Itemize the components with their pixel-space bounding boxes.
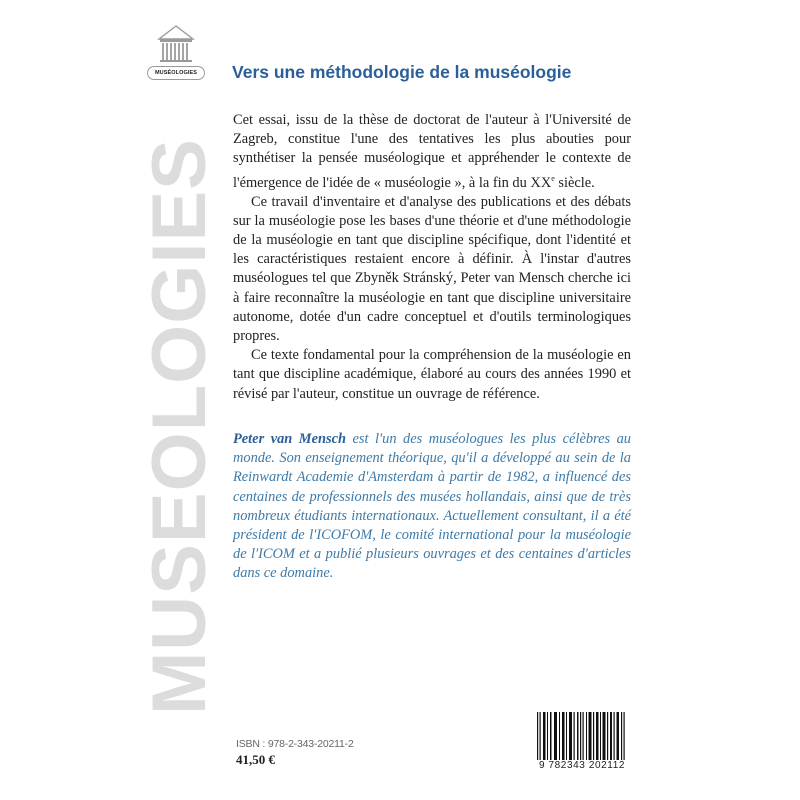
superscript: e <box>551 173 555 183</box>
price: 41,50 € <box>236 752 275 767</box>
isbn: ISBN : 978-2-343-20211-2 <box>236 738 354 750</box>
author-bio <box>233 430 631 584</box>
summary-paragraph-text: Cet essai, issu de la thèse de doctorat de l'auteur à l'Université de Zagreb, constitue l'une des tentatives les plus abouties pour synthétiser la pensée muséologique et appréhender le contexte de l'émergence de l'idée de « muséologie », à la fin du XX <box>233 112 631 191</box>
barcode-icon <box>535 712 629 764</box>
summary-text <box>233 111 631 404</box>
book-title: Vers une méthodologie de la muséologie <box>232 62 572 82</box>
summary-paragraph <box>233 111 631 193</box>
spine-series-text: MUSEOLOGIES <box>137 138 222 715</box>
summary-paragraph: Ce texte fondamental pour la compréhension de la muséologie en tant que discipline académique, élaboré au cours des années 1990 et révisé par l'auteur, constitue un ouvrage de référence. <box>233 347 631 402</box>
author-bio-text: est l'un des muséologues les plus célèbres au monde. Son enseignement théorique, qu'il a développé au sein de la Reinwardt Academie d'Amsterdam à partir de 1982, a influencé des centaines de professionnels des musées hollandais, ainsi que de très nombreux étudiants internationaux. Actuellement consultant, il a été président de l'ICOFOM, le comité international pour la muséologie de l'ICOM et a publié plusieurs ouvrages et des centaines d'articles dans ce domaine. <box>233 431 631 582</box>
barcode-number: 9 782343 202112 <box>535 760 629 771</box>
series-logo <box>147 22 205 84</box>
summary-paragraph: Ce travail d'inventaire et d'analyse des publications et des débats sur la muséologie pose les bases d'une théorie et d'une méthodologie de la muséologie en tant que discipline spécifique, dont l'identité et les caractéristiques restaient encore à définir. À l'instar d'autres muséologues tel que Zbyněk Stránský, Peter van Mensch cherche ici à faire reconnaître la muséologie en tant que discipline universitaire autonome, dotée d'un cadre conceptuel et d'outils terminologiques propres. <box>233 193 631 345</box>
barcode <box>535 712 629 772</box>
museum-building-icon <box>147 22 205 66</box>
series-label: MUSÉOLOGIES <box>147 66 205 80</box>
summary-paragraph-end: siècle. <box>554 174 595 191</box>
author-name: Peter van Mensch <box>233 431 346 447</box>
